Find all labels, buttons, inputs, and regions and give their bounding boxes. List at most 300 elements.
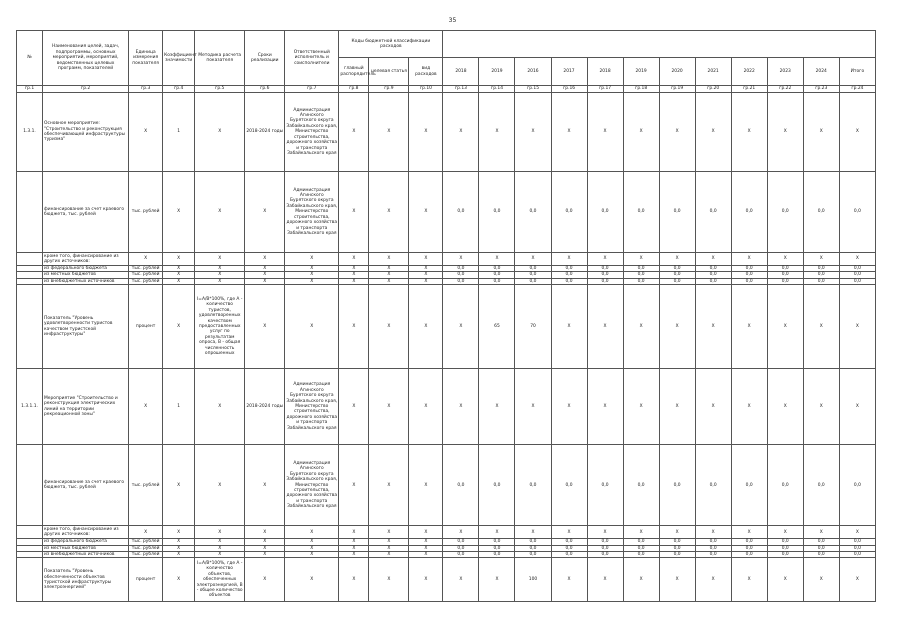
column-number: гр.13 (443, 86, 479, 93)
table-cell: 0,0 (767, 545, 803, 551)
table-cell: тыс. рублей (129, 266, 163, 272)
table-cell: Х (245, 526, 285, 539)
table-cell: Х (195, 266, 245, 272)
table-cell: Х (767, 558, 803, 602)
table-cell: 1 (163, 369, 195, 445)
table-cell: Х (369, 253, 409, 266)
table-cell: 0,0 (623, 545, 659, 551)
page-number: 35 (448, 17, 457, 24)
table-cell: Х (409, 285, 443, 369)
table-cell: 0,0 (443, 539, 479, 545)
table-cell: Х (339, 172, 369, 253)
table-cell (17, 526, 43, 539)
table-cell: Х (443, 93, 479, 172)
table-cell: Х (623, 253, 659, 266)
table-cell: Х (339, 285, 369, 369)
table-cell: Х (479, 253, 515, 266)
table-cell: 0,0 (479, 278, 515, 284)
table-cell: 0,0 (623, 266, 659, 272)
table-cell: Х (767, 93, 803, 172)
table-cell: Х (839, 285, 875, 369)
table-cell: Х (695, 558, 731, 602)
column-number: гр.22 (767, 86, 803, 93)
table-cell: 0,0 (587, 539, 623, 545)
column-number: гр.10 (409, 86, 443, 93)
table-cell: Х (731, 93, 767, 172)
table-cell: Х (623, 93, 659, 172)
column-number: гр.15 (515, 86, 551, 93)
table-row (17, 172, 876, 253)
table-cell: Х (409, 272, 443, 278)
column-number: гр.9 (369, 86, 409, 93)
table-cell: 0,0 (803, 278, 839, 284)
table-cell: Х (839, 253, 875, 266)
table-cell: Х (339, 369, 369, 445)
table-cell: Х (479, 369, 515, 445)
table-cell: Х (409, 278, 443, 284)
table-cell (17, 445, 43, 526)
table-cell: 0,0 (515, 445, 551, 526)
table-cell: 0,0 (479, 266, 515, 272)
column-number: гр.5 (195, 86, 245, 93)
table-cell: Х (623, 526, 659, 539)
table-cell: Х (443, 253, 479, 266)
table-cell: 0,0 (623, 539, 659, 545)
table-cell: Х (195, 172, 245, 253)
table-cell: Х (731, 253, 767, 266)
table-cell: 0,0 (551, 445, 587, 526)
header-year: 2016 (515, 58, 551, 86)
table-cell: Х (623, 285, 659, 369)
table-cell: Х (551, 558, 587, 602)
column-number: гр.21 (731, 86, 767, 93)
table-cell: 0,0 (551, 266, 587, 272)
table-cell: 0,0 (839, 272, 875, 278)
table-cell: 1.3.1. (17, 93, 43, 172)
column-number: гр.24 (839, 86, 875, 93)
table-cell: 0,0 (659, 552, 695, 558)
table-cell: Х (369, 93, 409, 172)
table-cell: Х (285, 285, 339, 369)
table-cell: 0,0 (803, 445, 839, 526)
table-cell: кроме того, финансирование из других источников: (43, 526, 129, 539)
table-cell: 0,0 (659, 172, 695, 253)
table-cell: 0,0 (587, 266, 623, 272)
table-cell: 0,0 (623, 552, 659, 558)
table-cell: 2018-2024 годы (245, 93, 285, 172)
table-cell: Х (587, 526, 623, 539)
table-cell: Х (163, 558, 195, 602)
table-cell: Х (163, 285, 195, 369)
table-cell: 0,0 (443, 172, 479, 253)
column-number: гр.7 (285, 86, 339, 93)
column-number: гр.14 (479, 86, 515, 93)
table-cell: Х (515, 253, 551, 266)
table-cell: 0,0 (803, 272, 839, 278)
table-cell: Показатель "Уровень обеспеченности объектов туристской инфраструктуры электроэнергией" (43, 558, 129, 602)
table-cell: 0,0 (479, 552, 515, 558)
table-cell: Х (839, 526, 875, 539)
column-number: гр.17 (587, 86, 623, 93)
table-cell: 0,0 (839, 545, 875, 551)
table-cell: Х (409, 552, 443, 558)
table-cell: Х (163, 526, 195, 539)
table-cell: Х (129, 526, 163, 539)
header-responsible: Ответственный исполнитель и соисполнители (285, 31, 339, 86)
table-cell: Х (195, 526, 245, 539)
table-cell: Х (195, 369, 245, 445)
table-cell: Х (285, 526, 339, 539)
table-cell: Х (443, 526, 479, 539)
table-cell: Х (409, 253, 443, 266)
table-cell: Х (479, 558, 515, 602)
table-cell (17, 558, 43, 602)
table-cell: Х (767, 285, 803, 369)
table-cell: Х (803, 93, 839, 172)
table-cell: Х (163, 272, 195, 278)
table-cell (17, 285, 43, 369)
table-cell: 0,0 (551, 539, 587, 545)
table-cell: 0,0 (659, 266, 695, 272)
table-cell: 65 (479, 285, 515, 369)
table-cell: 0,0 (515, 266, 551, 272)
table-cell: I=A/B*100%, где A - количество объектов, обеспеченных электроэнергией, B - общее количество объектов (195, 558, 245, 602)
table-cell: Х (129, 369, 163, 445)
table-cell: Х (285, 552, 339, 558)
table-cell: Х (285, 278, 339, 284)
table-cell: Х (803, 285, 839, 369)
table-cell: 0,0 (551, 172, 587, 253)
table-cell: Х (659, 369, 695, 445)
table-cell: Х (369, 526, 409, 539)
table-cell: Х (369, 545, 409, 551)
table-cell: Х (163, 552, 195, 558)
table-cell: Х (409, 172, 443, 253)
table-cell: Х (369, 552, 409, 558)
table-cell: 0,0 (695, 272, 731, 278)
table-cell: Х (245, 545, 285, 551)
table-cell: Х (551, 285, 587, 369)
table-row (17, 253, 876, 266)
table-cell: Х (839, 93, 875, 172)
table-cell: Х (409, 266, 443, 272)
table-cell: Администрация Агинского Бурятского округа Забайкальского края, Министерство строительства, дорожного хозяйства и транспорта Забайкальского края (285, 172, 339, 253)
table-cell: 0,0 (443, 545, 479, 551)
header-budget-codes: Коды бюджетной классификации расходов (339, 31, 443, 58)
table-cell: Х (409, 545, 443, 551)
table-cell: Х (245, 552, 285, 558)
table-cell: Х (767, 253, 803, 266)
table-cell: 2018-2024 годы (245, 369, 285, 445)
table-cell: Х (339, 272, 369, 278)
table-cell: 1 (163, 93, 195, 172)
header-year: 2023 (767, 58, 803, 86)
table-row (17, 526, 876, 539)
table-cell: Администрация Агинского Бурятского округа Забайкальского края, Министерство строительства, дорожного хозяйства и транспорта Забайкальского края (285, 93, 339, 172)
header-year: 2017 (551, 58, 587, 86)
table-cell: Х (339, 526, 369, 539)
table-cell: Х (245, 278, 285, 284)
table-cell: 0,0 (803, 539, 839, 545)
table-cell: Х (479, 93, 515, 172)
table-cell: из местных бюджетов (43, 545, 129, 551)
table-cell: Х (339, 545, 369, 551)
header-year: 2018 (587, 58, 623, 86)
table-cell: Х (695, 285, 731, 369)
table-cell: Х (839, 558, 875, 602)
table-cell: Х (129, 93, 163, 172)
table-cell: 0,0 (551, 278, 587, 284)
table-row (17, 558, 876, 602)
table-cell: 0,0 (479, 172, 515, 253)
header-years-blank (443, 31, 876, 58)
table-cell: 1.3.1.1. (17, 369, 43, 445)
table-cell: Х (409, 526, 443, 539)
table-cell: Х (339, 552, 369, 558)
table-cell: 0,0 (695, 266, 731, 272)
table-cell: Х (803, 558, 839, 602)
header-budget-col: вид расходов (409, 58, 443, 86)
table-cell: 0,0 (731, 552, 767, 558)
table-cell: 0,0 (515, 545, 551, 551)
table-cell: 0,0 (767, 552, 803, 558)
header-year: 2024 (803, 58, 839, 86)
table-cell: 0,0 (443, 266, 479, 272)
table-cell: 0,0 (695, 445, 731, 526)
table-cell: Х (369, 172, 409, 253)
table-cell: 0,0 (731, 272, 767, 278)
table-cell: Х (587, 369, 623, 445)
header-year: 2019 (623, 58, 659, 86)
table-cell: Х (163, 278, 195, 284)
table-cell: Мероприятие "Строительство и реконструкция электрических линий на территории рекреационной зоны" (43, 369, 129, 445)
table-cell: Х (369, 558, 409, 602)
table-cell: из внебюджетных источников (43, 552, 129, 558)
table-cell: 0,0 (695, 539, 731, 545)
header-year: 2018 (443, 58, 479, 86)
table-cell: Х (285, 272, 339, 278)
table-cell: 0,0 (767, 266, 803, 272)
table-cell: Х (443, 369, 479, 445)
table-cell: 0,0 (551, 552, 587, 558)
table-cell: Х (195, 272, 245, 278)
table-cell: Х (803, 369, 839, 445)
table-cell: Х (803, 253, 839, 266)
table-cell: Х (245, 172, 285, 253)
column-number: гр.16 (551, 86, 587, 93)
table-cell: 0,0 (803, 545, 839, 551)
table-cell: Х (339, 539, 369, 545)
table-cell: 0,0 (839, 278, 875, 284)
table-cell: из внебюджетных источников (43, 278, 129, 284)
table-cell: Х (195, 539, 245, 545)
table-cell: кроме того, финансирование из других источников: (43, 253, 129, 266)
program-table (16, 30, 876, 602)
header-budget-col: главный распорядитель (339, 58, 369, 86)
table-cell: Основное мероприятие: "Строительство и реконструкция обеспечивающей инфраструктуры туризма" (43, 93, 129, 172)
table-cell: Х (195, 545, 245, 551)
table-cell: 0,0 (803, 266, 839, 272)
column-number: гр.4 (163, 86, 195, 93)
table-cell: Х (443, 285, 479, 369)
table-cell: Х (551, 526, 587, 539)
table-cell: 0,0 (623, 172, 659, 253)
table-cell: Х (369, 285, 409, 369)
table-cell: Х (623, 369, 659, 445)
table-cell: Х (339, 278, 369, 284)
table-cell: финансирование за счет краевого бюджета, тыс. рублей (43, 445, 129, 526)
table-cell: Х (163, 445, 195, 526)
table-cell: 0,0 (803, 172, 839, 253)
table-cell: 0,0 (587, 272, 623, 278)
header-unit: Единица измерения показателя (129, 31, 163, 86)
table-cell: Х (285, 539, 339, 545)
header-term: Сроки реализации (245, 31, 285, 86)
table-cell: Х (839, 369, 875, 445)
header-method: Методика расчета показателя (195, 31, 245, 86)
table-cell: Х (409, 445, 443, 526)
table-cell: Х (731, 285, 767, 369)
table-cell: Х (767, 526, 803, 539)
table-cell: Х (245, 272, 285, 278)
table-cell: Х (695, 93, 731, 172)
table-cell: Х (195, 93, 245, 172)
table-cell: тыс. рублей (129, 272, 163, 278)
table-cell: Х (659, 253, 695, 266)
table-cell: 0,0 (731, 172, 767, 253)
column-number: гр.2 (43, 86, 129, 93)
table-cell: Х (409, 93, 443, 172)
table-cell: 0,0 (659, 539, 695, 545)
table-cell: Администрация Агинского Бурятского округа Забайкальского края, Министерство строительства, дорожного хозяйства и транспорта Забайкальского края (285, 445, 339, 526)
table-cell: Х (163, 172, 195, 253)
table-row (17, 445, 876, 526)
table-cell: 0,0 (839, 266, 875, 272)
table-cell: 0,0 (623, 278, 659, 284)
column-number: гр.3 (129, 86, 163, 93)
header-year: 2019 (479, 58, 515, 86)
table-cell: 0,0 (587, 552, 623, 558)
table-cell: Х (195, 445, 245, 526)
table-cell: 0,0 (515, 552, 551, 558)
table-cell: 0,0 (659, 278, 695, 284)
table-cell: Х (515, 93, 551, 172)
header-year: 2020 (659, 58, 695, 86)
table-cell: Х (339, 93, 369, 172)
table-cell: тыс. рублей (129, 545, 163, 551)
table-row (17, 285, 876, 369)
table-cell: Х (587, 285, 623, 369)
table-cell: Х (659, 558, 695, 602)
table-cell: Х (339, 558, 369, 602)
table-cell: 0,0 (587, 278, 623, 284)
table-cell: 0,0 (803, 552, 839, 558)
table-cell (17, 172, 43, 253)
table-cell: 0,0 (839, 539, 875, 545)
table-cell: 0,0 (479, 445, 515, 526)
column-number: гр.18 (623, 86, 659, 93)
header-num: № (17, 31, 43, 86)
table-cell: Х (409, 558, 443, 602)
table-cell: 0,0 (443, 278, 479, 284)
table-cell: 0,0 (479, 272, 515, 278)
table-cell: 0,0 (551, 545, 587, 551)
table-cell: Х (551, 253, 587, 266)
table-cell: Х (659, 526, 695, 539)
table-cell: тыс. рублей (129, 172, 163, 253)
table-cell: 0,0 (587, 545, 623, 551)
table-cell: Х (409, 539, 443, 545)
table-cell: 0,0 (695, 545, 731, 551)
table-cell: Х (695, 369, 731, 445)
column-number: гр.20 (695, 86, 731, 93)
table-cell: Х (285, 266, 339, 272)
table-cell: тыс. рублей (129, 278, 163, 284)
table-cell: 0,0 (479, 539, 515, 545)
table-cell: процент (129, 285, 163, 369)
table-cell: финансирование за счет краевого бюджета, тыс. рублей (43, 172, 129, 253)
table-cell: 70 (515, 285, 551, 369)
table-cell: 0,0 (515, 172, 551, 253)
table-cell: Х (129, 253, 163, 266)
table-cell: Х (245, 558, 285, 602)
header-year: Итого (839, 58, 875, 86)
table-cell: 0,0 (515, 539, 551, 545)
table-cell: 0,0 (695, 552, 731, 558)
table-cell: 0,0 (515, 272, 551, 278)
table-cell: Х (515, 526, 551, 539)
table-cell: 0,0 (839, 445, 875, 526)
table-cell: 0,0 (731, 539, 767, 545)
header-name: Наименования целей, задач, подпрограммы, основных мероприятий, мероприятий, ведомственных целевых программ, показателей (43, 31, 129, 86)
table-cell: Х (551, 369, 587, 445)
table-cell: Х (623, 558, 659, 602)
table-cell: I=A/B*100%, где A - количество туристов, удовлетворенных качеством предоставленных услуг по результатам опроса, B - общая численность опрошенных (195, 285, 245, 369)
header-year: 2021 (695, 58, 731, 86)
table-cell: Х (551, 93, 587, 172)
table-cell: Х (695, 526, 731, 539)
table-cell: Показатель "Уровень удовлетворенности туристов качеством туристской инфраструктуры" (43, 285, 129, 369)
table-cell: Х (195, 278, 245, 284)
table-cell: 0,0 (767, 172, 803, 253)
table-cell: Х (443, 558, 479, 602)
table-cell: Х (245, 266, 285, 272)
table-cell: Х (369, 272, 409, 278)
table-cell: тыс. рублей (129, 445, 163, 526)
table-cell: 0,0 (659, 445, 695, 526)
table-cell: Х (339, 445, 369, 526)
table-cell: 0,0 (443, 272, 479, 278)
table-cell: из федерального бюджета (43, 266, 129, 272)
table-cell: 0,0 (551, 272, 587, 278)
header-budget-col: целевая статья (369, 58, 409, 86)
table-cell: Х (339, 266, 369, 272)
table-cell: Х (767, 369, 803, 445)
table-cell: Х (731, 558, 767, 602)
table-cell: Администрация Агинского Бурятского округа Забайкальского края, Министерство строительства, дорожного хозяйства и транспорта Забайкальского края (285, 369, 339, 445)
table-cell: Х (245, 253, 285, 266)
header-year: 2022 (731, 58, 767, 86)
table-cell: Х (587, 253, 623, 266)
table-cell: Х (695, 253, 731, 266)
table-cell: тыс. рублей (129, 539, 163, 545)
table-cell: 0,0 (731, 278, 767, 284)
table-cell: Х (163, 253, 195, 266)
table-cell: 0,0 (515, 278, 551, 284)
table-cell: Х (369, 539, 409, 545)
table-cell: 0,0 (443, 552, 479, 558)
column-number: гр.6 (245, 86, 285, 93)
